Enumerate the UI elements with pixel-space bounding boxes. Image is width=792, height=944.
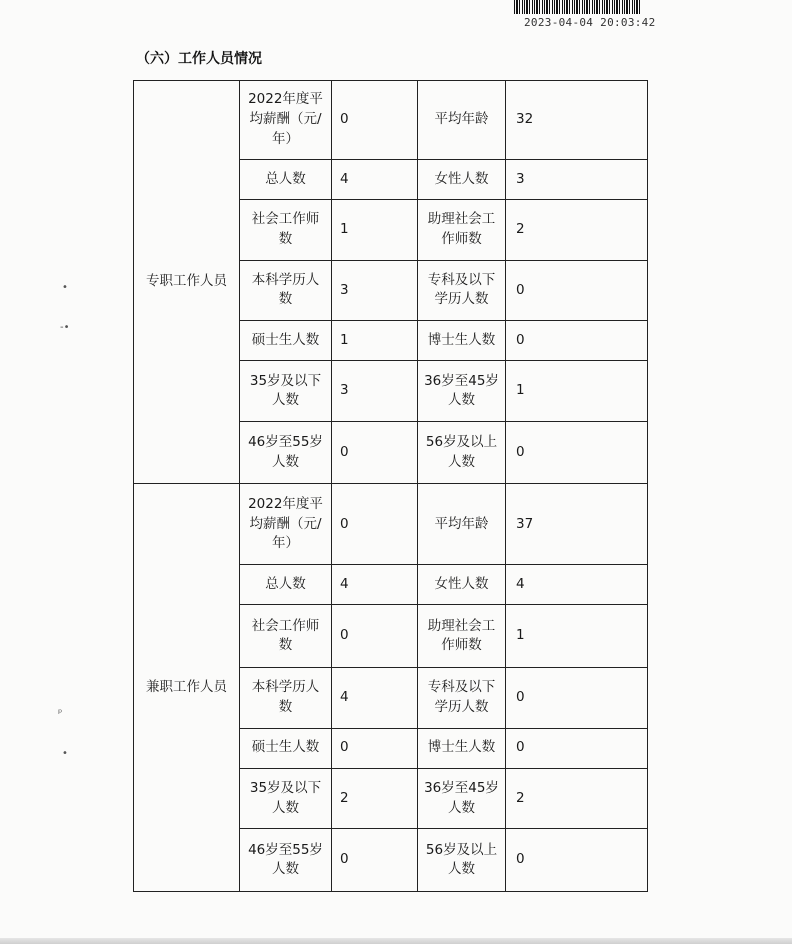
row-label: 本科学历人数 [240,260,332,321]
row-label: 平均年龄 [418,484,506,565]
row-label: 本科学历人数 [240,668,332,729]
row-label: 博士生人数 [418,728,506,768]
row-value: 2 [506,768,648,829]
group-label-parttime: 兼职工作人员 [134,484,240,892]
row-label: 总人数 [240,565,332,605]
row-value: 3 [332,361,418,422]
scan-speck: -• [60,322,70,333]
row-label: 56岁及以上人数 [418,421,506,484]
row-label: 硕士生人数 [240,728,332,768]
row-value: 0 [506,668,648,729]
row-label: 专科及以下学历人数 [418,668,506,729]
row-label: 36岁至45岁人数 [418,768,506,829]
row-value: 1 [506,605,648,668]
row-label: 36岁至45岁人数 [418,361,506,422]
row-value: 1 [332,200,418,261]
row-label: 助理社会工作师数 [418,200,506,261]
row-value: 0 [332,484,418,565]
row-label: 46岁至55岁人数 [240,829,332,892]
row-label: 社会工作师数 [240,605,332,668]
table-row [134,484,648,565]
row-label: 46岁至55岁人数 [240,421,332,484]
row-value: 1 [332,321,418,361]
row-label: 女性人数 [418,159,506,199]
section-title: （六）工作人员情况 [136,51,262,67]
row-label: 助理社会工作师数 [418,605,506,668]
row-label: 专科及以下学历人数 [418,260,506,321]
row-value: 1 [506,361,648,422]
row-label: 56岁及以上人数 [418,829,506,892]
row-value: 0 [332,81,418,160]
row-label: 2022年度平均薪酬（元/年） [240,81,332,160]
group-label-fulltime: 专职工作人员 [134,81,240,484]
row-label: 35岁及以下人数 [240,361,332,422]
row-value: 4 [332,668,418,729]
scan-timestamp: 2023-04-04 20:03:42 [524,16,656,29]
row-value: 4 [506,565,648,605]
table-row [134,81,648,160]
row-value: 0 [506,260,648,321]
row-value: 0 [332,728,418,768]
row-value: 2 [506,200,648,261]
row-value: 0 [506,321,648,361]
row-value: 3 [506,159,648,199]
scan-speck: • [62,282,68,293]
row-label: 平均年龄 [418,81,506,160]
row-label: 2022年度平均薪酬（元/年） [240,484,332,565]
row-label: 硕士生人数 [240,321,332,361]
scan-speck: ᵖ [58,708,63,719]
row-label: 总人数 [240,159,332,199]
row-value: 3 [332,260,418,321]
scan-speck: • [62,748,68,759]
row-label: 社会工作师数 [240,200,332,261]
row-value: 0 [506,421,648,484]
row-value: 2 [332,768,418,829]
row-value: 0 [332,605,418,668]
row-value: 32 [506,81,648,160]
row-value: 4 [332,159,418,199]
page-bottom-edge [0,938,792,944]
row-value: 0 [506,728,648,768]
row-value: 0 [332,829,418,892]
staff-table [133,80,648,892]
row-value: 0 [506,829,648,892]
row-value: 37 [506,484,648,565]
row-value: 0 [332,421,418,484]
row-label: 女性人数 [418,565,506,605]
row-value: 4 [332,565,418,605]
scan-barcode [514,0,642,14]
row-label: 博士生人数 [418,321,506,361]
row-label: 35岁及以下人数 [240,768,332,829]
